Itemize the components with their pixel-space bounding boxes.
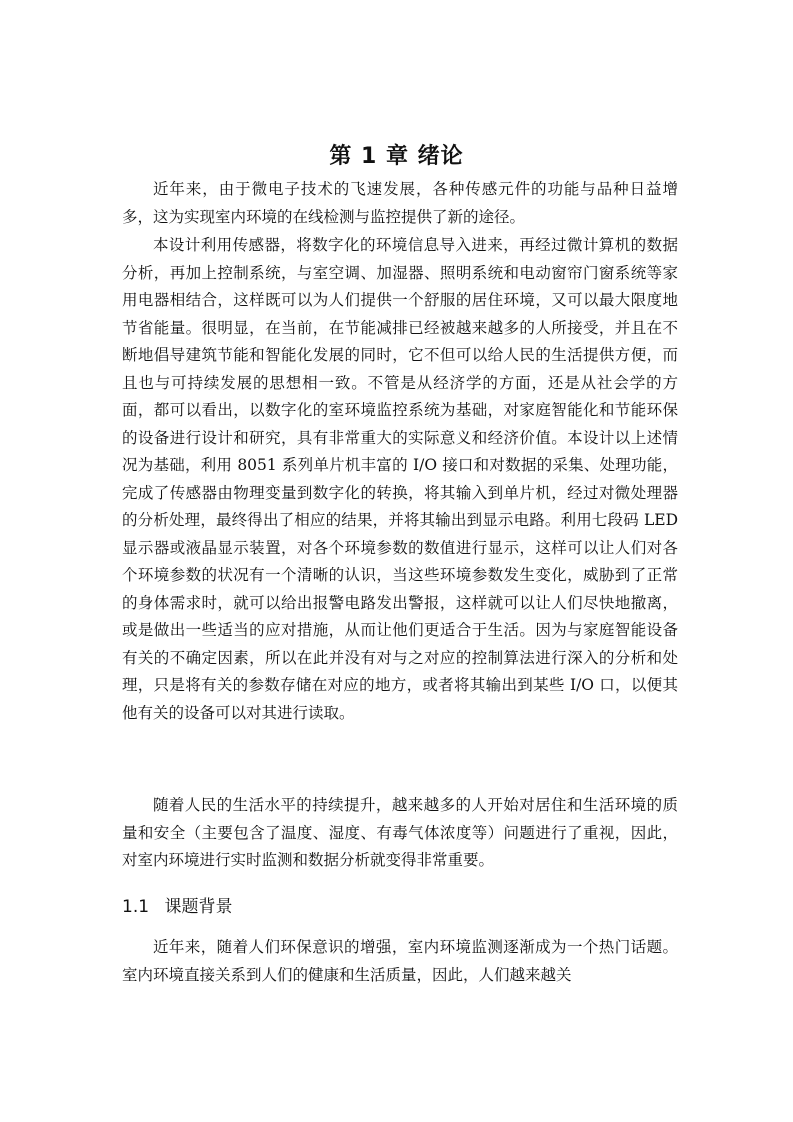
paragraph-background <box>122 934 678 989</box>
section-heading <box>122 893 232 921</box>
section-number: 1.1 <box>122 897 150 917</box>
paragraph-text: 近年来，随着人们环保意识的增强，室内环境监测逐渐成为一个热门话题。室内环境直接关系到人们的健康和生活质量，因此，人们越来越关 <box>122 938 678 984</box>
paragraph-intro <box>122 176 678 231</box>
paragraph-design <box>122 232 678 727</box>
paragraph-text: 近年来，由于微电子技术的飞速发展，各种传感元件的功能与品种日益增多，这为实现室内环境的在线检测与监控提供了新的途径。 <box>122 180 678 226</box>
section-title: 课题背景 <box>164 897 233 917</box>
paragraph-living-standard <box>122 792 678 875</box>
chapter-title: 第 1 章 绪论 <box>329 143 464 169</box>
paragraph-text: 随着人民的生活水平的持续提升，越来越多的人开始对居住和生活环境的质量和安全（主要包含了温度、湿度、有毒气体浓度等）问题进行了重视，因此，对室内环境进行实时监测和数据分析就变得非常重要。 <box>122 796 678 869</box>
paragraph-text: 本设计利用传感器，将数字化的环境信息导入进来，再经过微计算机的数据分析，再加上控制系统，与室空调、加湿器、照明系统和电动窗帘门窗系统等家用电器相结合，这样既可以为人们提供一个舒服的居住环境，又可以最大限度地节省能量。很明显，在当前，在节能减排已经被越来越多的人所接受，并且在不断地倡导建筑节能和智能化发展的同时，它不但可以给人民的生活提供方便，而且也与可持续发展的思想相一致。不管是从经济学的方面，还是从社会学的方面，都可以看出，以数字化的室环境监控系统为基础，对家庭智能化和节能环保的设备进行设计和研究，具有非常重大的实际意义和经济价值。本设计以上述情况为基础，利用 8051 系列单片机丰富的 I/O 接口和对数据的采集、处理功能，完成了传感器由物理变量到数字化的转换，将其输入到单片机，经过对微处理器的分析处理，最终得出了相应的结果，并将其输出到显示电路。利用七段码 LED 显示器或液晶显示装置，对各个环境参数的数值进行显示，这样可以让人们对各个环境参数的状况有一个清晰的认识，当这些环境参数发生变化，威胁到了正常的身体需求时，就可以给出报警电路发出警报，这样就可以让人们尽快地撤离，或是做出一些适当的应对措施，从而让他们更适合于生活。因为与家庭智能设备有关的不确定因素，所以在此并没有对与之对应的控制算法进行深入的分析和处理，只是将有关的参数存储在对应的地方，或者将其输出到某些 I/O 口，以便其他有关的设备可以对其进行读取。 <box>122 236 678 722</box>
